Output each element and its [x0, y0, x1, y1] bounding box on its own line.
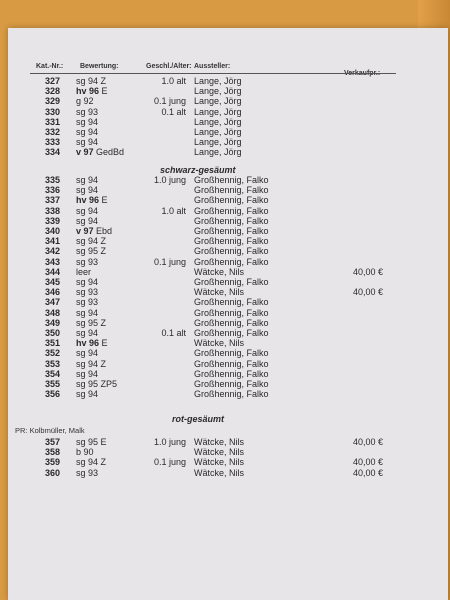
header-kat: Kat.-Nr.:: [36, 63, 64, 70]
exhibitor: Großhennig, Falko: [194, 205, 269, 216]
sex-age: 1.0 jung: [153, 437, 186, 447]
table-row: [0, 359, 450, 369]
header-aussteller: Aussteller:: [194, 63, 231, 70]
exhibitor: Wätcke, Nils: [194, 338, 245, 349]
exhibitor: Großhennig, Falko: [194, 307, 269, 318]
table-row: [0, 287, 450, 297]
exhibitor: Lange, Jörg: [194, 137, 242, 148]
cat-number: 330: [44, 106, 60, 117]
table-row: [0, 127, 450, 137]
table-row: [0, 297, 450, 307]
rating: sg 95 ZP5: [76, 379, 118, 389]
cat-number: 350: [44, 328, 60, 338]
exhibitor: Großhennig, Falko: [194, 236, 269, 247]
rating: sg 94: [76, 277, 99, 287]
table-row: [0, 318, 450, 328]
exhibitor: Großhennig, Falko: [194, 389, 269, 400]
exhibitor: Großhennig, Falko: [194, 246, 269, 257]
cat-number: 340: [44, 226, 60, 236]
table-row: [0, 328, 450, 338]
rating: hv 96 E: [76, 338, 108, 349]
sale-price: 40,00 €: [352, 287, 383, 298]
cat-number: 327: [44, 76, 60, 86]
cat-number: 358: [44, 447, 60, 458]
table-row: [0, 277, 450, 287]
table-row: [0, 236, 450, 246]
rating: v 97 Ebd: [76, 226, 113, 236]
exhibitor: Wätcke, Nils: [194, 447, 245, 458]
exhibitor: Großhennig, Falko: [194, 175, 269, 185]
table-row: [0, 379, 450, 389]
exhibitor: Großhennig, Falko: [194, 185, 269, 196]
cat-number: 355: [44, 379, 60, 389]
cat-number: 335: [44, 175, 60, 185]
table-row: [0, 76, 450, 86]
exhibitor: Großhennig, Falko: [194, 256, 269, 267]
table-row: [0, 338, 450, 348]
cat-number: 328: [44, 86, 60, 97]
rating: sg 94: [76, 215, 99, 226]
cat-number: 343: [44, 256, 60, 267]
rating: hv 96 E: [76, 86, 108, 97]
rating: sg 94: [76, 389, 99, 400]
table-row: [0, 267, 450, 277]
cat-number: 329: [44, 96, 60, 107]
sex-age: 1.0 alt: [161, 76, 186, 86]
table-row: [0, 257, 450, 267]
cat-number: 339: [44, 215, 60, 226]
cat-number: 347: [44, 297, 60, 308]
exhibitor: Großhennig, Falko: [194, 379, 269, 389]
table-row: [0, 389, 450, 399]
rating: sg 93: [76, 106, 99, 117]
cat-number: 344: [44, 266, 60, 277]
table-row: [0, 195, 450, 205]
cat-number: 351: [44, 338, 60, 349]
sex-age: 0.1 alt: [161, 328, 186, 338]
table-row: [0, 457, 450, 467]
rating: sg 95 Z: [76, 317, 107, 328]
table-row: [0, 447, 450, 457]
sex-age: 0.1 jung: [153, 96, 186, 107]
exhibitor: Wätcke, Nils: [194, 266, 245, 277]
cat-number: 332: [44, 127, 60, 137]
table-row: [0, 96, 450, 106]
exhibitor: Lange, Jörg: [194, 106, 242, 117]
cat-number: 334: [44, 147, 60, 158]
header-rule: [30, 73, 396, 74]
table-row: [0, 86, 450, 96]
cat-number: 353: [44, 358, 60, 369]
rating: sg 94: [76, 127, 99, 137]
cat-number: 360: [44, 467, 60, 478]
sex-age: 1.0 jung: [153, 175, 186, 185]
exhibitor: Großhennig, Falko: [194, 215, 269, 226]
table-row: [0, 206, 450, 216]
cat-number: 359: [44, 457, 60, 468]
table-row: [0, 308, 450, 318]
table-row: [0, 117, 450, 127]
exhibitor: Großhennig, Falko: [194, 277, 269, 287]
exhibitor: Lange, Jörg: [194, 127, 242, 137]
cat-number: 333: [44, 137, 60, 148]
table-row: [0, 185, 450, 195]
cat-number: 356: [44, 389, 60, 400]
exhibitor: Großhennig, Falko: [194, 195, 269, 206]
sale-price: 40,00 €: [352, 457, 383, 468]
cat-number: 346: [44, 287, 60, 298]
rating: sg 94: [76, 307, 99, 318]
cat-number: 352: [44, 348, 60, 359]
sex-age: 0.1 jung: [153, 457, 186, 468]
table-row: [0, 348, 450, 358]
cat-number: 345: [44, 277, 60, 287]
pr-note: PR: Kolbmüller, Malk: [15, 426, 85, 435]
rating: sg 94: [76, 175, 99, 185]
cat-number: 342: [44, 246, 60, 257]
rating: sg 94: [76, 368, 99, 379]
table-row: [0, 137, 450, 147]
cat-number: 354: [44, 368, 60, 379]
cat-number: 338: [44, 205, 60, 216]
rating: sg 94: [76, 137, 99, 148]
exhibitor: Großhennig, Falko: [194, 317, 269, 328]
rating: sg 95 Z: [76, 246, 107, 257]
rating: leer: [76, 266, 92, 277]
sex-age: 0.1 alt: [161, 106, 186, 117]
table-row: [0, 468, 450, 478]
rating: sg 94 Z: [76, 457, 107, 468]
rating: sg 94 Z: [76, 76, 107, 86]
cat-number: 336: [44, 185, 60, 196]
rating: hv 96 E: [76, 195, 108, 206]
rating: sg 94: [76, 328, 99, 338]
table-row: [0, 226, 450, 236]
rating: sg 94: [76, 348, 99, 359]
table-row: [0, 246, 450, 256]
rating: sg 93: [76, 297, 99, 308]
rating: sg 94: [76, 205, 99, 216]
exhibitor: Wätcke, Nils: [194, 457, 245, 468]
rating: sg 93: [76, 287, 99, 298]
exhibitor: Großhennig, Falko: [194, 368, 269, 379]
sex-age: 0.1 jung: [153, 256, 186, 267]
section-title-rot: rot-gesäumt: [172, 414, 225, 424]
exhibitor: Wätcke, Nils: [194, 467, 245, 478]
sale-price: 40,00 €: [352, 467, 383, 478]
rating: b 90: [76, 447, 94, 458]
section-title-schwarz: schwarz-gesäumt: [160, 165, 236, 175]
table-row: [0, 147, 450, 157]
exhibitor: Lange, Jörg: [194, 147, 242, 158]
table-row: [0, 369, 450, 379]
rating: g 92: [76, 96, 94, 107]
rating: sg 94: [76, 116, 99, 127]
exhibitor: Großhennig, Falko: [194, 297, 269, 308]
exhibitor: Lange, Jörg: [194, 86, 242, 97]
table-row: [0, 437, 450, 447]
exhibitor: Großhennig, Falko: [194, 358, 269, 369]
table-row: [0, 216, 450, 226]
cat-number: 331: [44, 116, 60, 127]
table-row: [0, 175, 450, 185]
exhibitor: Großhennig, Falko: [194, 348, 269, 359]
exhibitor: Großhennig, Falko: [194, 328, 269, 338]
exhibitor: Lange, Jörg: [194, 116, 242, 127]
sex-age: 1.0 alt: [161, 205, 186, 216]
cat-number: 348: [44, 307, 60, 318]
cat-number: 341: [44, 236, 60, 247]
exhibitor: Lange, Jörg: [194, 96, 242, 107]
cat-number: 349: [44, 317, 60, 328]
header-bewertung: Bewertung:: [80, 63, 119, 70]
exhibitor: Wätcke, Nils: [194, 437, 245, 447]
rating: sg 94 Z: [76, 358, 107, 369]
rating: sg 93: [76, 467, 99, 478]
header-alter: Geschl./Alter:: [146, 63, 192, 70]
exhibitor: Wätcke, Nils: [194, 287, 245, 298]
cat-number: 357: [44, 437, 60, 447]
rating: sg 93: [76, 256, 99, 267]
sale-price: 40,00 €: [352, 437, 383, 447]
sale-price: 40,00 €: [352, 266, 383, 277]
exhibitor: Lange, Jörg: [194, 76, 242, 86]
rating: v 97 GedBd: [76, 147, 125, 158]
cat-number: 337: [44, 195, 60, 206]
exhibitor: Großhennig, Falko: [194, 226, 269, 236]
rating: sg 94 Z: [76, 236, 107, 247]
rating: sg 95 E: [76, 437, 107, 447]
rating: sg 94: [76, 185, 99, 196]
table-row: [0, 107, 450, 117]
